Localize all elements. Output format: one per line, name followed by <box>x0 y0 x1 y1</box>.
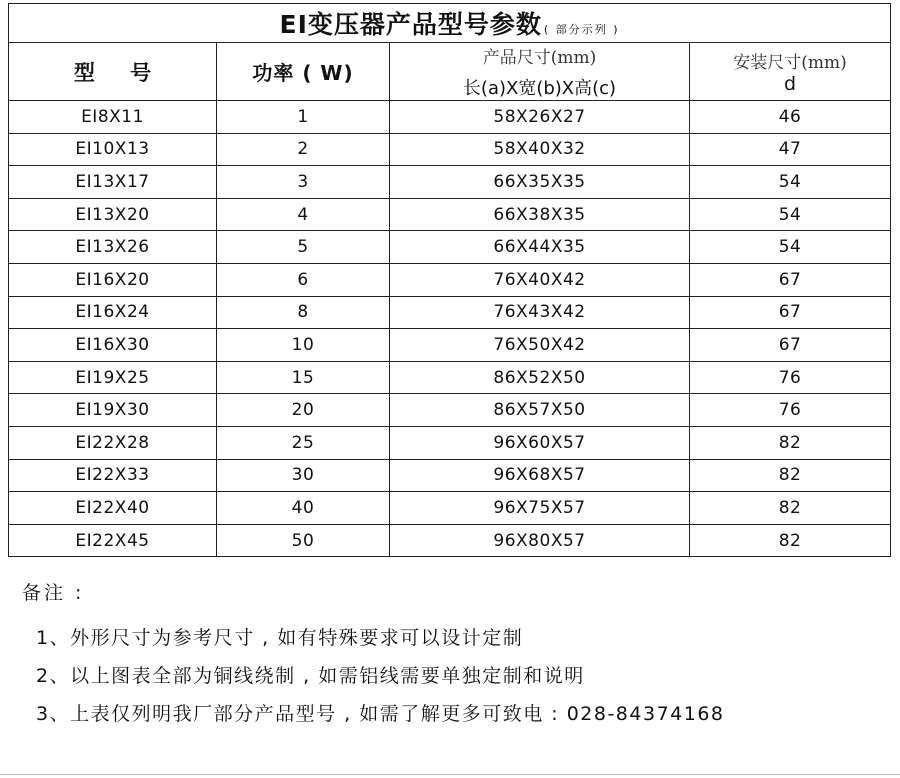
transformer-spec-table <box>8 3 891 557</box>
notes-section <box>22 578 725 737</box>
cell-power: 1 <box>217 101 390 134</box>
cell-model: EI22X28 <box>9 426 217 459</box>
table-row <box>9 101 891 134</box>
cell-model: EI16X24 <box>9 296 217 329</box>
header-power-label: 功率 ( W) <box>252 61 354 85</box>
cell-model: EI19X25 <box>9 361 217 394</box>
cell-power: 30 <box>217 459 390 492</box>
cell-power: 25 <box>217 426 390 459</box>
cell-mount: 82 <box>690 492 891 525</box>
cell-power: 6 <box>217 263 390 296</box>
header-power <box>217 43 390 101</box>
table-row <box>9 524 891 557</box>
cell-power: 4 <box>217 198 390 231</box>
header-size-label: 产品尺寸(mm) <box>482 48 597 68</box>
cell-power: 5 <box>217 231 390 264</box>
notes-title: 备注 : <box>22 582 85 604</box>
header-mount-label: 安装尺寸(mm) <box>733 53 847 73</box>
cell-size: 96X60X57 <box>390 426 690 459</box>
table-row <box>9 492 891 525</box>
cell-mount: 46 <box>690 101 891 134</box>
cell-mount: 76 <box>690 361 891 394</box>
cell-mount: 67 <box>690 329 891 362</box>
table-row <box>9 133 891 166</box>
title-main: EI变压器产品型号参数 <box>279 10 542 39</box>
cell-size: 96X80X57 <box>390 524 690 557</box>
bottom-divider <box>0 774 900 775</box>
cell-size: 96X75X57 <box>390 492 690 525</box>
cell-size: 76X50X42 <box>390 329 690 362</box>
header-mount <box>690 43 891 101</box>
header-size-dimensions: 长(a)X宽(b)X高(c) <box>462 78 617 99</box>
cell-model: EI8X11 <box>9 101 217 134</box>
cell-power: 15 <box>217 361 390 394</box>
cell-mount: 82 <box>690 459 891 492</box>
note-line: 2、以上图表全部为铜线绕制 , 如需铝线需要单独定制和说明 <box>36 665 585 687</box>
cell-power: 3 <box>217 166 390 199</box>
cell-mount: 76 <box>690 394 891 427</box>
cell-model: EI22X40 <box>9 492 217 525</box>
cell-mount: 67 <box>690 296 891 329</box>
table-row <box>9 198 891 231</box>
table-row <box>9 231 891 264</box>
header-row <box>9 43 891 101</box>
cell-model: EI19X30 <box>9 394 217 427</box>
cell-size: 58X26X27 <box>390 101 690 134</box>
cell-power: 40 <box>217 492 390 525</box>
table-row <box>9 263 891 296</box>
header-model <box>9 43 217 101</box>
cell-size: 58X40X32 <box>390 133 690 166</box>
cell-size: 96X68X57 <box>390 459 690 492</box>
table-row <box>9 459 891 492</box>
table-row <box>9 329 891 362</box>
cell-power: 50 <box>217 524 390 557</box>
cell-mount: 54 <box>690 231 891 264</box>
header-size <box>390 43 690 101</box>
table-body <box>9 101 891 557</box>
cell-size: 76X43X42 <box>390 296 690 329</box>
cell-mount: 54 <box>690 198 891 231</box>
title-subtitle: ( 部分示列 ) <box>543 23 620 36</box>
table-row <box>9 166 891 199</box>
header-model-label: 型 号 <box>73 60 166 85</box>
cell-model: EI10X13 <box>9 133 217 166</box>
cell-model: EI13X20 <box>9 198 217 231</box>
cell-mount: 82 <box>690 524 891 557</box>
table-row <box>9 361 891 394</box>
cell-model: EI13X26 <box>9 231 217 264</box>
cell-power: 2 <box>217 133 390 166</box>
cell-size: 66X44X35 <box>390 231 690 264</box>
table-title <box>9 4 891 43</box>
cell-size: 66X35X35 <box>390 166 690 199</box>
header-mount-symbol: d <box>783 73 797 95</box>
cell-model: EI16X20 <box>9 263 217 296</box>
cell-mount: 47 <box>690 133 891 166</box>
cell-power: 8 <box>217 296 390 329</box>
cell-size: 76X40X42 <box>390 263 690 296</box>
cell-model: EI16X30 <box>9 329 217 362</box>
cell-size: 66X38X35 <box>390 198 690 231</box>
cell-mount: 67 <box>690 263 891 296</box>
cell-size: 86X52X50 <box>390 361 690 394</box>
cell-model: EI22X45 <box>9 524 217 557</box>
cell-model: EI13X17 <box>9 166 217 199</box>
cell-mount: 82 <box>690 426 891 459</box>
cell-power: 20 <box>217 394 390 427</box>
note-line: 1、外形尺寸为参考尺寸 , 如有特殊要求可以设计定制 <box>36 627 524 649</box>
table-row <box>9 426 891 459</box>
note-line: 3、上表仅列明我厂部分产品型号 , 如需了解更多可致电 : 028-84374168 <box>36 703 725 725</box>
table-row <box>9 394 891 427</box>
cell-mount: 54 <box>690 166 891 199</box>
cell-size: 86X57X50 <box>390 394 690 427</box>
title-row <box>9 4 891 43</box>
cell-model: EI22X33 <box>9 459 217 492</box>
cell-power: 10 <box>217 329 390 362</box>
table-row <box>9 296 891 329</box>
